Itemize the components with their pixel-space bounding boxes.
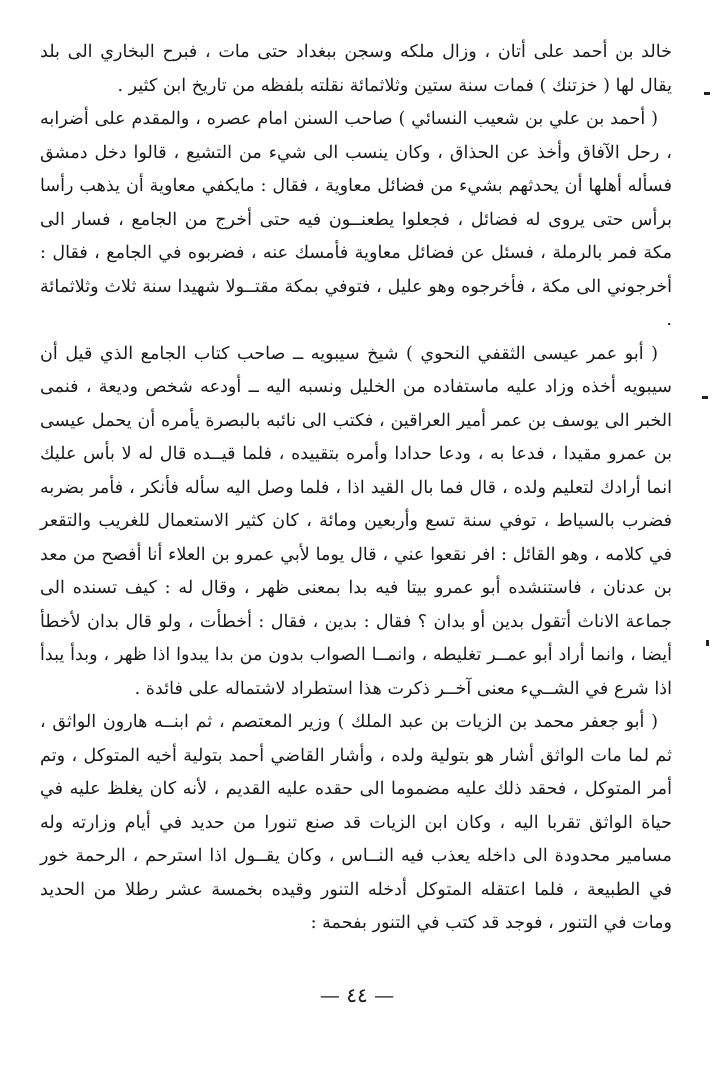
page-body — [40, 36, 672, 941]
paragraph-isa-thaqafi: ( أبو عمر عيسى الثقفي النحوي ) شيخ سيبويه ــ صاحب كتاب الجامع الذي قيل أن سيبويه أخذه وزاد عليه ماستفاده من الخليل ونسبه اليه ــ أودعه شخص وديعة ، فنمى الخبر الى يوسف بن عمر أمير العراقين ، فكتب الى نائبه بالبصرة يأمره أن يحمل عيسى بن عمرو مقيدا ، فدعا به ، ودعا حدادا وأمره بتقييده ، فلما قيــده قال له لا بأس عليك انما أرادك لتعليم ولده ، قال فما بال القيد اذا ، فلما وصل اليه سأله فأنكر ، فأمر بضربه فضرب بالسياط ، توفي سنة تسع وأربعين ومائة ، كان كثير الاستعمال للغريب والتقعر في كلامه ، وهو القائل : افر نقعوا عني ، قال يوما لأبي عمرو بن العلاء أنا أفصح من معد بن عدنان ، فاستنشده أبو عمرو بيتا فيه بدا بمعنى ظهر ، وقال له : كيف تسنده الى جماعة الاناث أتقول بدين أو بدان ؟ فقال : بدين ، فقال : أخطأت ، ولو قال بدان لأخطأ أيضا ، وانما أراد أبو عمــر تغليطه ، وانمــا الصواب بدون من بدا يبدوا اذا ظهر ، وبدأ يبدأ اذا شرع في الشــيء معنى آخــر ذكرت هذا استطراد لاشتماله على فائدة . — [40, 343, 672, 699]
paragraph-ibn-zayyat: ( أبو جعفر محمد بن الزيات بن عبد الملك ) وزير المعتصم ، ثم ابنــه هارون الواثق ، ثم لما مات الواثق أشار هو بتولية ولده ، وأشار القاضي أحمد بتولية أخيه المتوكل ، وتم أمر المتوكل ، فحقد ذلك عليه مضموما الى حقده عليه القديم ، لأنه كان يغلظ عليه في حياة الواثق تقربا اليه ، وكان ابن الزيات قد صنع تنورا من حديد في أيام وزارته وله مسامير محدودة الى داخله يعذب فيه النــاس ، وكان يقــول اذا استرحم ، الرحمة خور في الطبيعة ، فلما اعتقله المتوكل أدخله التنور وقيده بخمسة عشر رطلا من الحديد ومات في التنور ، فوجد قد كتب في التنور بفحمة : — [40, 712, 672, 933]
margin-mark — [704, 92, 710, 95]
margin-mark — [706, 640, 709, 646]
margin-mark — [702, 396, 708, 399]
page-number: — ٤٤ — — [319, 983, 395, 1007]
paragraph-bukhari-ending: خالد بن أحمد على أتان ، وزال ملكه وسجن ببغداد حتى مات ، فبرح البخاري الى بلد يقال لها ( خزتنك ) فمات سنة ستين وثلاثمائة نقلته بلفظه من تاريخ ابن كثير . — [40, 42, 672, 96]
paragraph-nasai: ( أحمد بن علي بن شعيب النسائي ) صاحب السنن امام عصره ، والمقدم على أضرابه ، رحل الآفاق وأخذ عن الحذاق ، وكان ينسب الى شيء من التشيع ، قالوا دخل دمشق فسأله أهلها أن يحدثهم بشيء من فضائل معاوية ، فقال : مايكفي معاوية أن يذهب رأسا برأس حتى يروى له فضائل ، فجعلوا يطعنــون فيه حتى أخرج من الجامع ، فسار الى مكة فمر بالرملة ، فسئل عن فضائل معاوية فأمسك عنه ، فضربوه في الجامع ، فقال : أخرجوني الى مكة ، فأخرجوه وهو عليل ، فتوفي بمكة مقتــولا شهيدا سنة ثلاث وثلاثمائة . — [40, 109, 672, 330]
